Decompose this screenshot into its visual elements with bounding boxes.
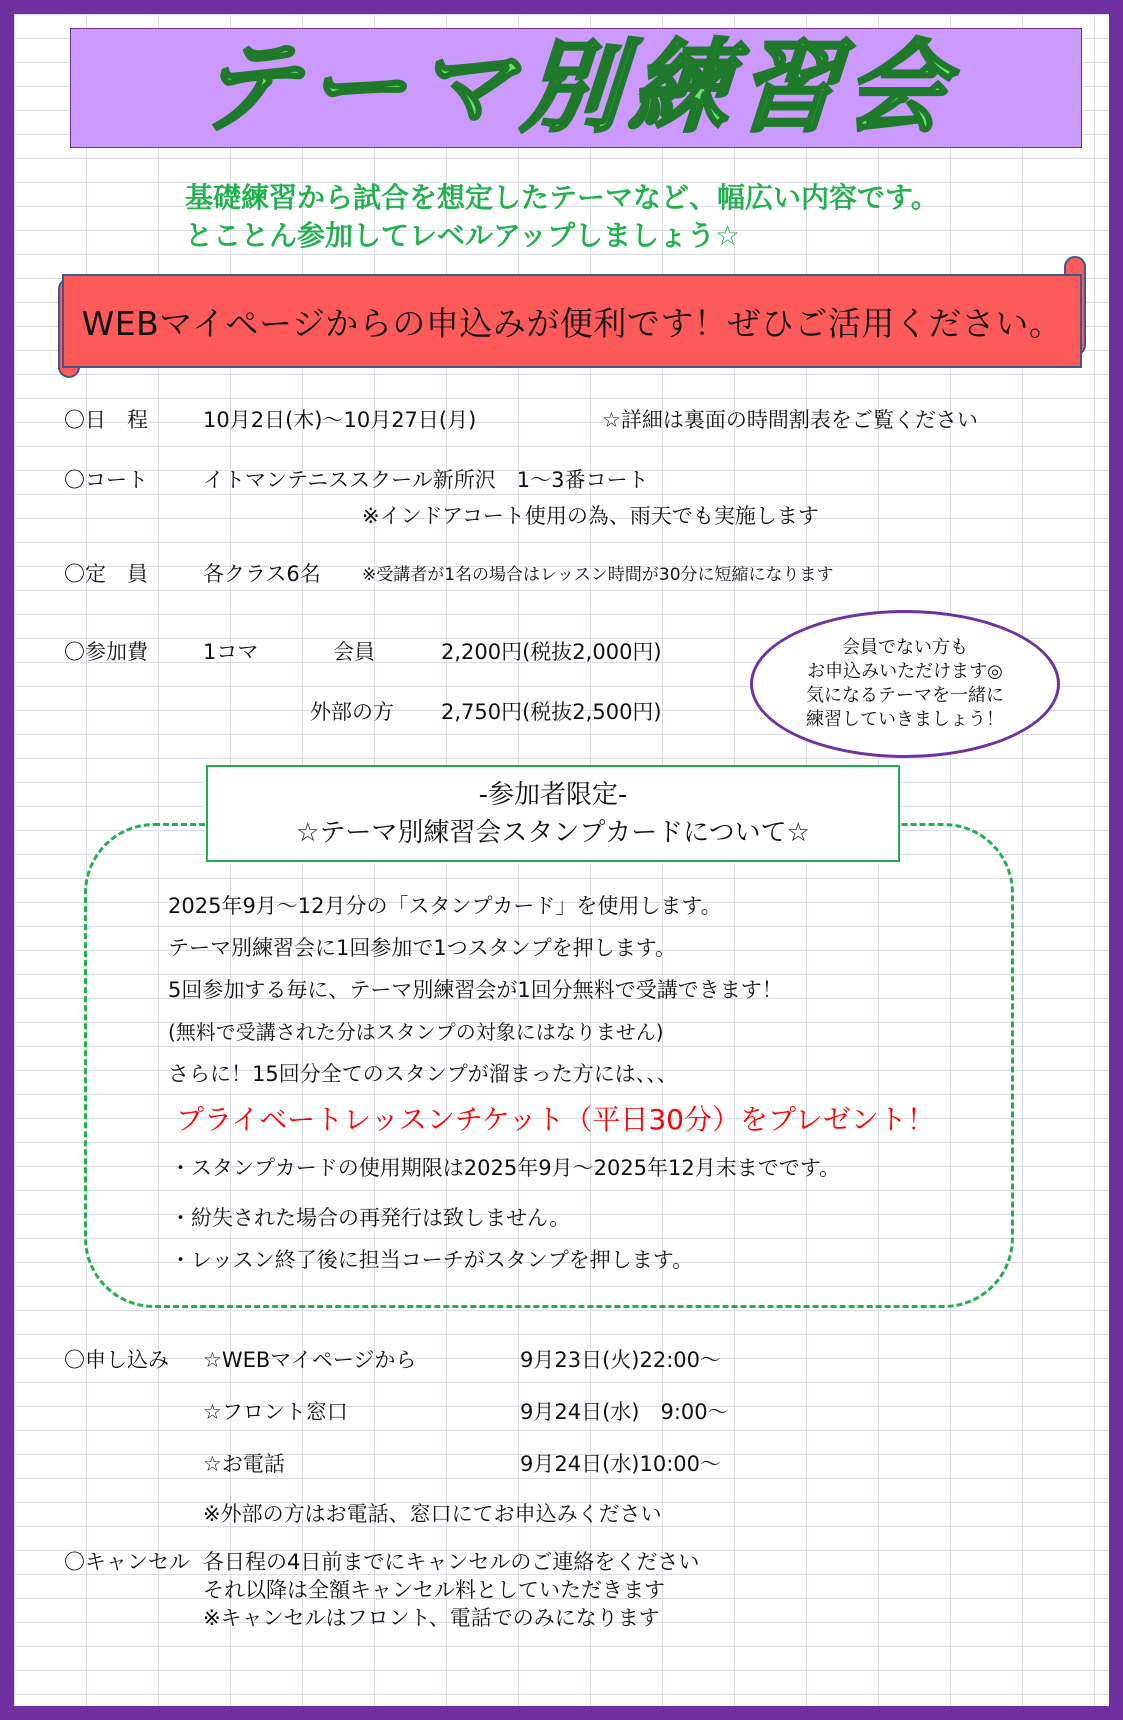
apply-label: 〇申し込み <box>64 1348 169 1372</box>
bubble-line: お申込みいただけます◎ <box>807 661 1003 682</box>
stamp-line-1: 2025年9月～12月分の「スタンプカード」を使用します。 <box>168 894 722 918</box>
stamp-line-2: テーマ別練習会に1回参加で1つスタンプを押します。 <box>168 936 677 960</box>
capacity-value: 各クラス6名 <box>203 562 321 586</box>
stamp-heading-1: -参加者限定- <box>478 779 628 810</box>
web-banner <box>62 274 1082 368</box>
capacity-note: ※受講者が1名の場合はレッスン時間が30分に短縮になります <box>362 565 834 585</box>
court-value: イトマンテニススクール新所沢 1～3番コート <box>203 468 649 492</box>
schedule-value: 10月2日(木)～10月27日(月) <box>203 408 477 432</box>
fee-member-label: 会員 <box>333 640 375 664</box>
fee-external-price: 2,750円(税抜2,500円) <box>441 700 662 724</box>
fee-label: 〇参加費 <box>64 640 148 664</box>
info-bubble <box>750 610 1060 758</box>
bubble-line: 練習していきましょう！ <box>806 709 1004 730</box>
intro-line-1: 基礎練習から試合を想定したテーマなど、幅広い内容です。 <box>185 181 939 214</box>
cancel-line-3: ※キャンセルはフロント、電話でのみになります <box>203 1606 660 1630</box>
stamp-bullet-1: ・スタンプカードの使用期限は2025年9月～2025年12月末までです。 <box>170 1156 841 1180</box>
page-title: テーマ別練習会 <box>193 29 959 146</box>
capacity-label: 〇定 員 <box>64 562 148 586</box>
stamp-heading-2: ☆テーマ別練習会スタンプカードについて☆ <box>296 817 810 848</box>
stamp-line-3: 5回参加する毎に、テーマ別練習会が1回分無料で受講できます！ <box>168 978 783 1002</box>
court-note: ※インドアコート使用の為、雨天でも実施します <box>362 504 819 528</box>
stamp-card-heading <box>206 765 900 862</box>
apply-date-web: 9月23日(火)22:00～ <box>520 1348 721 1372</box>
fee-unit: 1コマ <box>203 640 259 664</box>
stamp-line-5: さらに！15回分全てのスタンプが溜まった方には、、、 <box>168 1062 678 1086</box>
schedule-note: ☆詳細は裏面の時間割表をご覧ください <box>602 408 978 432</box>
fee-member-price: 2,200円(税抜2,000円) <box>441 640 662 664</box>
banner-text: WEBマイページからの申込みが便利です！ぜひご活用ください。 <box>81 303 1063 343</box>
apply-method-front: ☆フロント窓口 <box>203 1400 348 1424</box>
apply-method-web: ☆WEBマイページから <box>203 1348 417 1372</box>
bubble-line: 気になるテーマを一緒に <box>806 685 1004 706</box>
stamp-bullet-3: ・レッスン終了後に担当コーチがスタンプを押します。 <box>170 1248 694 1272</box>
stamp-line-4: (無料で受講された分はスタンプの対象にはなりません) <box>168 1020 664 1044</box>
title-banner <box>70 28 1082 148</box>
apply-method-phone: ☆お電話 <box>203 1452 285 1476</box>
intro-line-2: とことん参加してレベルアップしましょう☆ <box>185 219 741 252</box>
schedule-label: 〇日 程 <box>64 408 148 432</box>
apply-note: ※外部の方はお電話、窓口にてお申込みください <box>203 1502 662 1526</box>
apply-date-phone: 9月24日(水)10:00～ <box>520 1452 721 1476</box>
stamp-present: プライベートレッスンチケット（平日30分）をプレゼント！ <box>176 1103 935 1136</box>
apply-date-front: 9月24日(水) 9:00～ <box>520 1400 729 1424</box>
cancel-line-2: それ以降は全額キャンセル料としていただきます <box>203 1578 665 1602</box>
cancel-line-1: 各日程の4日前までにキャンセルのご連絡をください <box>203 1550 700 1574</box>
court-label: 〇コート <box>64 468 148 492</box>
bubble-line: 会員でない方も <box>842 637 968 658</box>
fee-external-label: 外部の方 <box>310 700 394 724</box>
cancel-label: 〇キャンセル <box>64 1550 190 1574</box>
stamp-bullet-2: ・紛失された場合の再発行は致しません。 <box>170 1206 571 1230</box>
